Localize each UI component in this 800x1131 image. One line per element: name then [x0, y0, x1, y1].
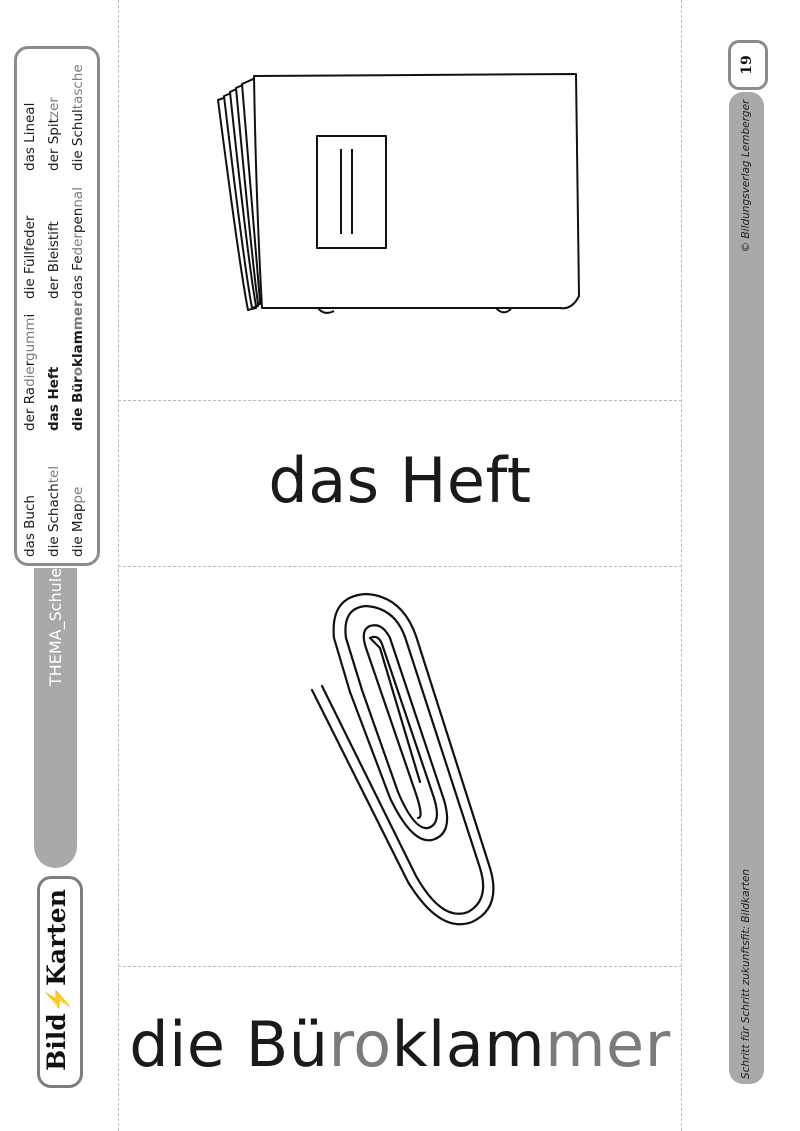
word-segment: die Map [70, 503, 86, 557]
word-list-entry [68, 301, 88, 431]
notebook-illustration [210, 70, 590, 320]
word-list-entry [68, 169, 88, 299]
word-segment: gumm [22, 317, 38, 361]
cut-line-3 [118, 966, 682, 967]
lightning-icon: ⚡ [45, 985, 71, 1014]
logo-part1: Bild [42, 1013, 71, 1071]
word-segment: tel [46, 465, 62, 484]
word-list-entry [68, 41, 88, 171]
word-segment: die Bü [129, 1008, 329, 1081]
word-segment: mer [70, 300, 86, 331]
word-segment: mer [545, 1008, 671, 1081]
word-list-entry [44, 301, 64, 431]
theme-label: THEMA_Schule [46, 567, 65, 687]
word-segment: i [22, 313, 38, 318]
word-segment: r [22, 360, 38, 367]
card-word-heft [118, 436, 682, 526]
word-segment: nal [70, 187, 86, 208]
word-segment: klam [391, 1008, 546, 1081]
paperclip-illustration [300, 582, 510, 942]
page-number: 19 [739, 55, 755, 75]
word-list-entry [20, 301, 40, 431]
word-segment: das Lineal [22, 102, 38, 171]
footer-left-text: Schritt für Schritt zukunftsfit: Bildkarten [740, 868, 752, 1080]
logo-part2: Karten [42, 889, 71, 986]
cut-line-1 [118, 400, 682, 401]
word-segment: der Ra [22, 386, 38, 431]
word-segment: das Heft [268, 444, 532, 517]
cut-line-2 [118, 566, 682, 567]
word-segment: die [22, 366, 38, 387]
word-list-entry [20, 427, 40, 557]
word-list [16, 48, 96, 560]
word-segment: das Fe [70, 255, 86, 299]
copyright: © Bildungsverlag Lemberger [740, 99, 752, 253]
card-word-bueroklammer [118, 1000, 682, 1090]
word-list-entry [44, 41, 64, 171]
word-segment: pe [70, 486, 86, 504]
word-segment: die Schach [46, 483, 62, 557]
word-list-entry [20, 41, 40, 171]
word-segment: das Heft [46, 366, 62, 431]
word-segment: zer [46, 97, 62, 119]
word-segment: o [70, 367, 86, 377]
word-segment: die Füllfeder [22, 215, 38, 299]
word-segment: der Bleistift [46, 221, 62, 299]
word-segment: die Schul [70, 109, 86, 171]
word-segment: ro [328, 1008, 392, 1081]
word-segment: pen [70, 207, 86, 234]
word-segment: klam [70, 330, 86, 367]
word-list-entry [20, 169, 40, 299]
word-list-entry [44, 169, 64, 299]
logo [42, 879, 72, 1081]
word-segment: der Spit [46, 118, 62, 171]
word-segment: das Buch [22, 495, 38, 557]
word-segment: der [70, 233, 86, 256]
word-segment: tasche [70, 64, 86, 110]
word-list-entry [68, 427, 88, 557]
word-segment: die Bür [70, 376, 86, 431]
